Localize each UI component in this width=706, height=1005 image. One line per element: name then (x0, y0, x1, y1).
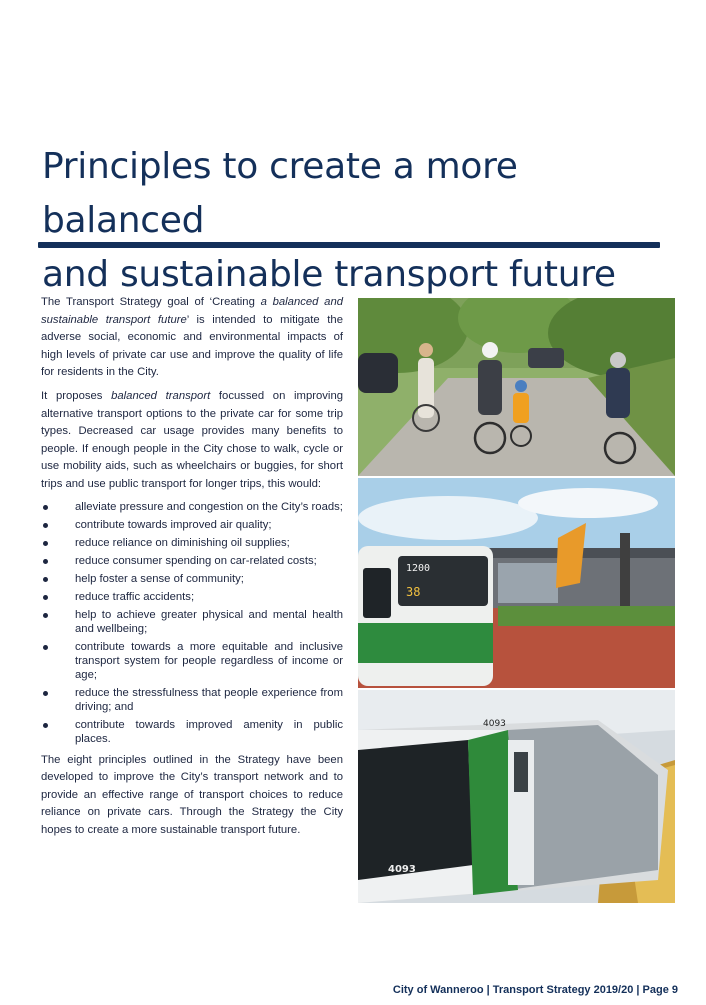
intro-p1-text-a: The Transport Strategy goal of ‘Creating (41, 296, 261, 308)
closing-paragraph: The eight principles outlined in the Strategy have been developed to improve the City’s transport network and to provide an effective range of transport choices to reduce reliance on private cars. Through the Strategy the City hopes to create a more sustainable transport future. (41, 753, 343, 836)
list-item (41, 536, 343, 550)
photo-train (358, 690, 675, 903)
intro-p2-emphasis: balanced transport (111, 389, 211, 402)
benefit-list (41, 500, 343, 746)
bus-plate-number: 38 (406, 585, 421, 599)
page-title (42, 140, 682, 302)
bullet-icon (43, 595, 48, 600)
bus-station-illustration (358, 478, 675, 688)
list-item (41, 718, 343, 746)
bullet-icon (43, 691, 48, 696)
page-title-line-2: and sustainable transport future (42, 254, 616, 295)
page-title-line-1: Principles to create a more balanced (42, 146, 518, 241)
bullet-icon (43, 523, 48, 528)
bullet-icon (43, 505, 48, 510)
list-item-text: reduce the stressfulness that people experience from driving; and (75, 686, 343, 713)
intro-p1-text-b: ’ is intended to mitigate the adverse social, economic and environmental impacts of high levels of private car use and improve the quality of life for residents in the City. (41, 313, 343, 379)
list-item-text: reduce consumer spending on car-related costs; (75, 554, 317, 567)
bullet-icon (43, 723, 48, 728)
page-footer: City of Wanneroo | Transport Strategy 2019/20 | Page 9 (392, 984, 678, 996)
list-item-text: contribute towards improved amenity in public places. (75, 718, 343, 745)
body-text (41, 294, 343, 846)
bullet-icon (43, 559, 48, 564)
intro-paragraph-2 (41, 388, 343, 494)
list-item (41, 518, 343, 532)
intro-p1-emphasis: a balanced and sustainable transport future (41, 296, 344, 326)
bullet-icon (43, 541, 48, 546)
train-illustration (358, 690, 675, 903)
train-number-top: 4093 (483, 719, 506, 729)
list-item (41, 686, 343, 714)
list-item (41, 572, 343, 586)
list-item-text: alleviate pressure and congestion on the City’s roads; (75, 500, 343, 513)
list-item-text: help foster a sense of community; (75, 572, 244, 585)
intro-p2-text-b: focussed on improving alternative transport options to the private car for some trip types. Decreased car usage provides many benefits to people. If enough people in the City chose to walk, cycle or use mobility aids, such as wheelchairs or buggies, for short trips and use public transport for longer trips, this would: (41, 389, 344, 490)
list-item (41, 500, 343, 514)
list-item-text: contribute towards improved air quality; (75, 518, 272, 531)
photo-bus-station (358, 478, 675, 688)
title-underline (38, 242, 660, 248)
list-item-text: help to achieve greater physical and mental health and wellbeing; (75, 608, 343, 635)
bus-route-number: 1200 (406, 563, 431, 574)
bullet-icon (43, 577, 48, 582)
list-item (41, 590, 343, 604)
list-item (41, 608, 343, 636)
list-item-text: contribute towards a more equitable and inclusive transport system for people regardless of income or age; (75, 640, 343, 681)
cyclists-illustration (358, 298, 675, 476)
bullet-icon (43, 613, 48, 618)
intro-p2-text-a: It proposes (41, 389, 112, 402)
intro-paragraph-1 (41, 294, 343, 382)
train-number-front: 4093 (388, 864, 416, 875)
bullet-icon (43, 645, 48, 650)
list-item (41, 640, 343, 682)
list-item-text: reduce reliance on diminishing oil supplies; (75, 536, 290, 549)
list-item-text: reduce traffic accidents; (75, 590, 195, 603)
list-item (41, 554, 343, 568)
photo-cyclists (358, 298, 675, 476)
